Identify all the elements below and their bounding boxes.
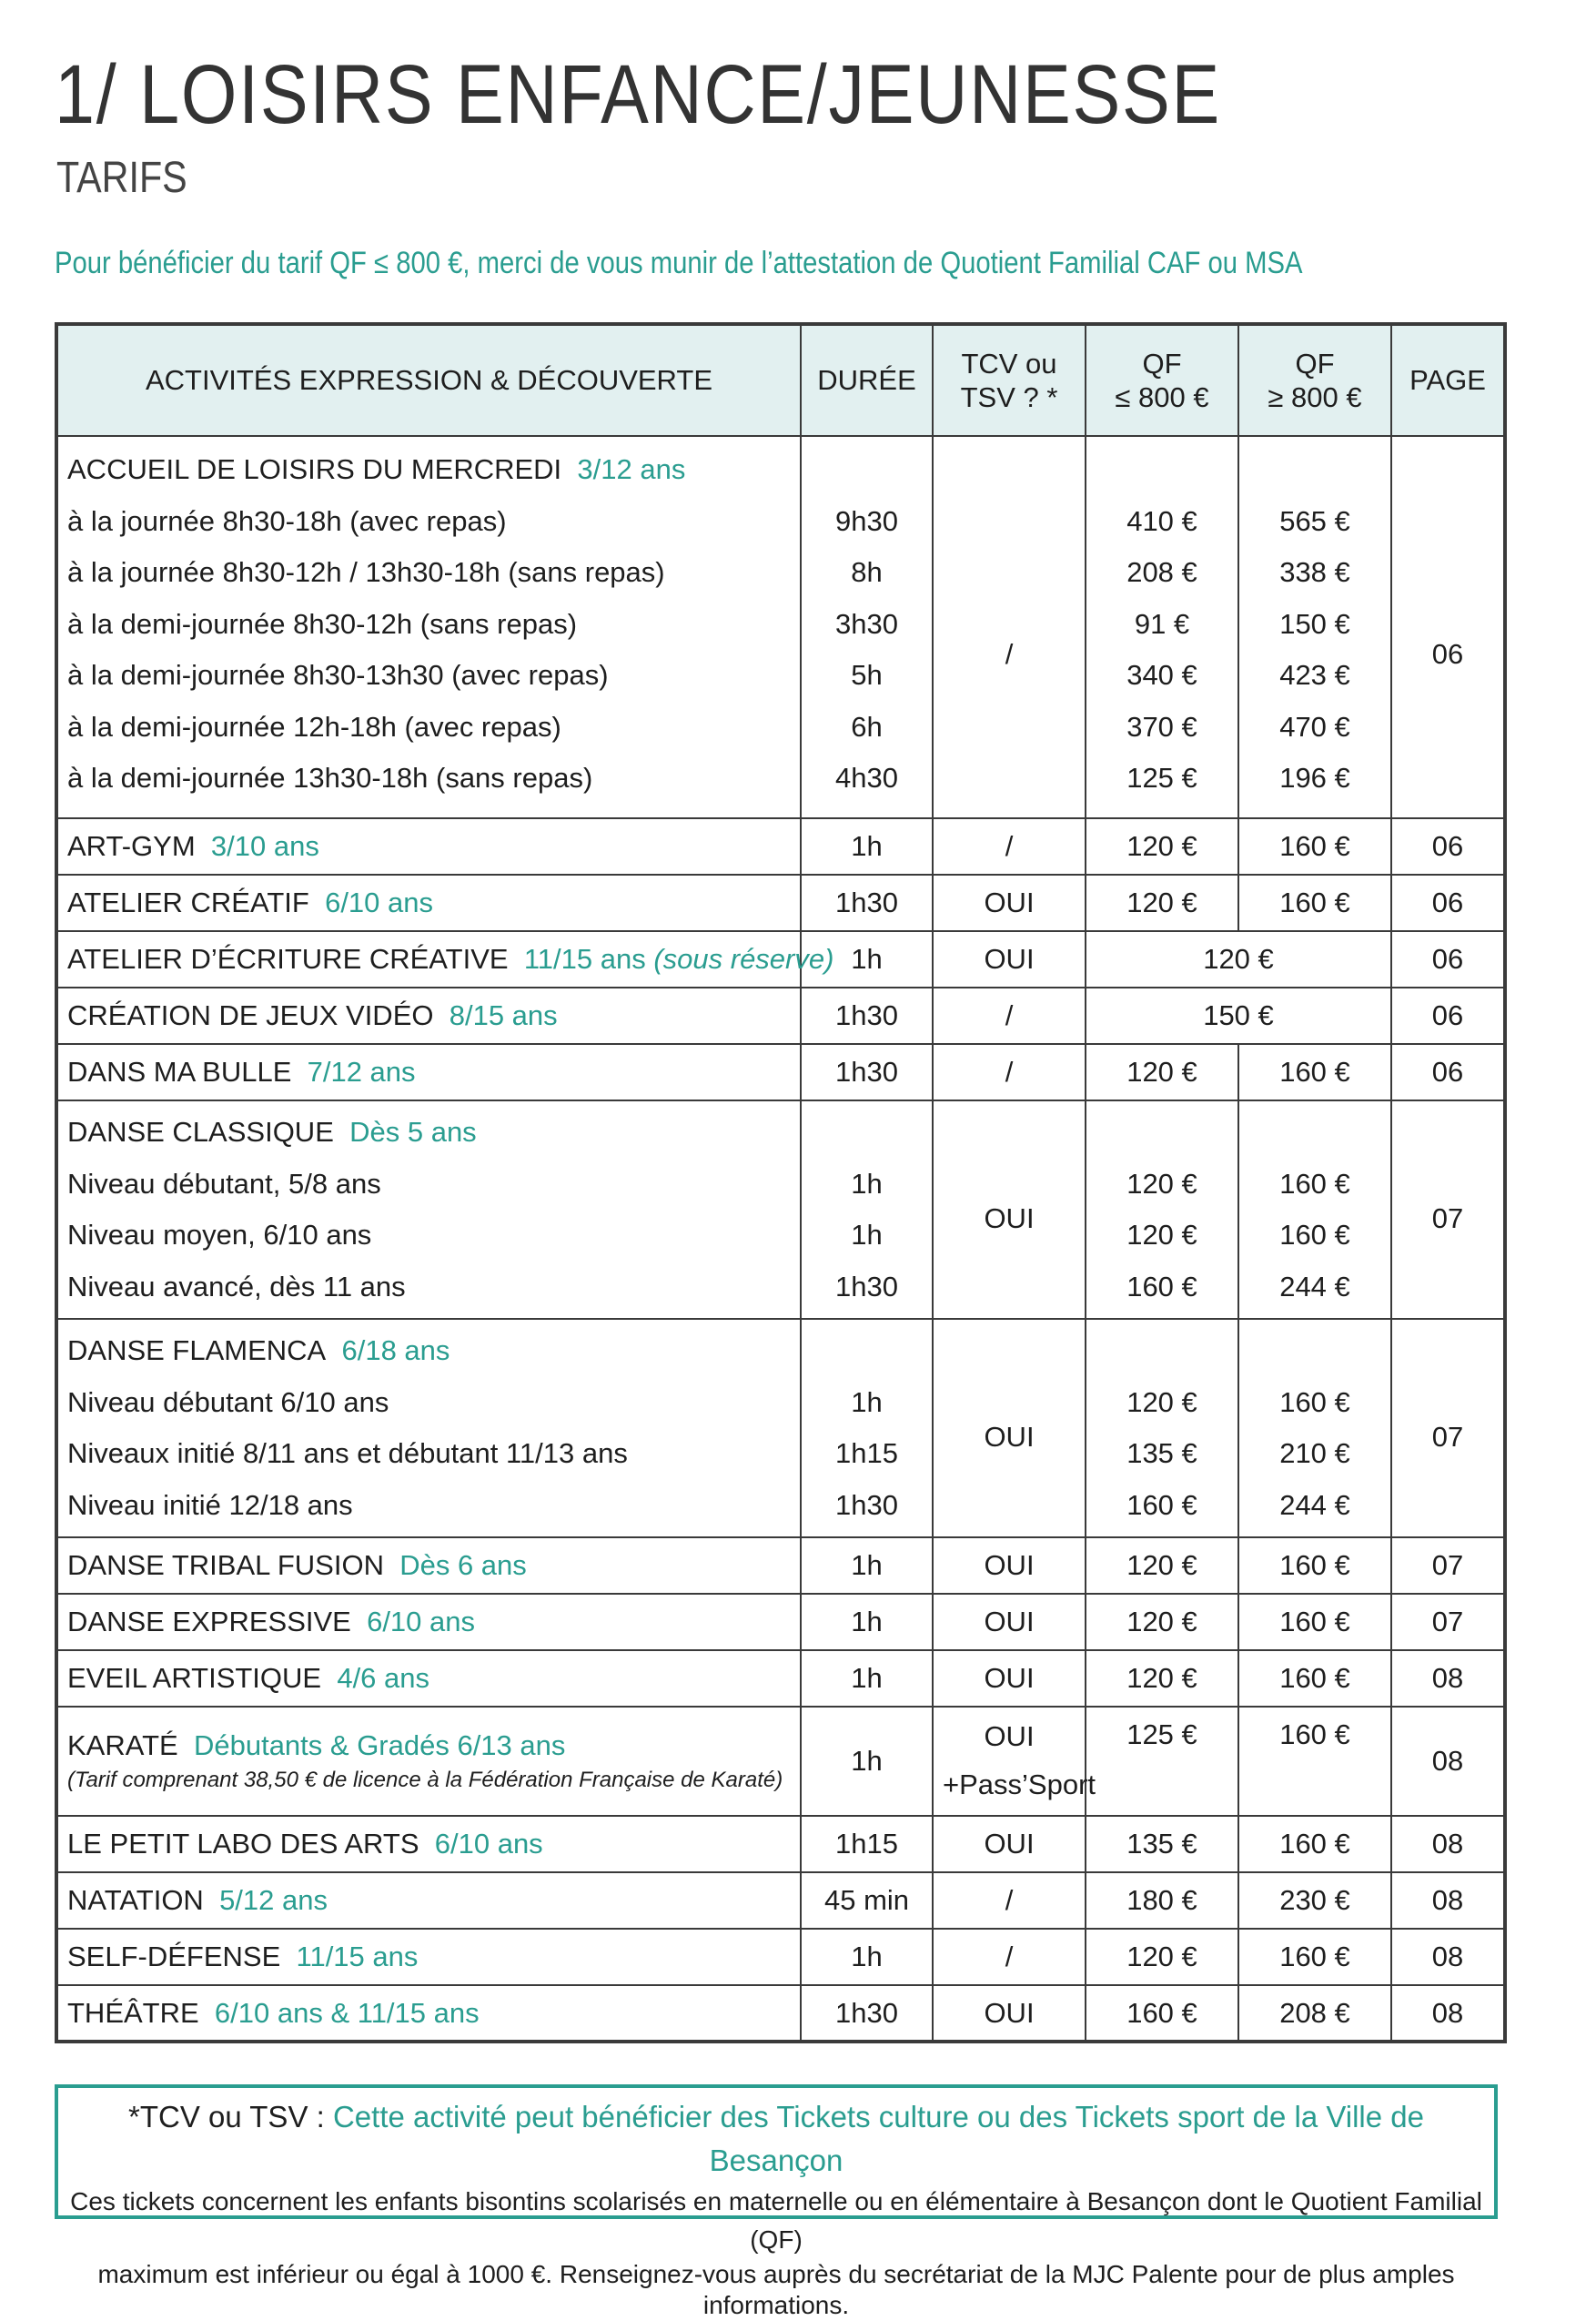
qf-low-cell: 120 € (1086, 1594, 1238, 1650)
tcv-cell: OUI +Pass’Sport (933, 1707, 1086, 1816)
table-row (56, 1816, 1505, 1872)
header-page: PAGE (1391, 324, 1505, 436)
page-cell: 08 (1391, 1872, 1505, 1929)
page-cell: 07 (1391, 1594, 1505, 1650)
table-row (56, 1650, 1505, 1707)
page-cell: 07 (1391, 1319, 1505, 1537)
qf-high-cell: 160 € (1238, 1707, 1391, 1816)
tcv-cell: / (933, 818, 1086, 875)
table-row (56, 875, 1505, 931)
duration-cell: 9h30 8h 3h30 5h 6h 4h30 (801, 436, 933, 818)
activity-cell: DANSE TRIBAL FUSION Dès 6 ans (56, 1537, 801, 1594)
duration-cell: 1h30 (801, 988, 933, 1044)
page-cell: 07 (1391, 1537, 1505, 1594)
page-cell: 06 (1391, 875, 1505, 931)
activity-cell: ATELIER CRÉATIF 6/10 ans (56, 875, 801, 931)
footnote-line: maximum est inférieur ou égal à 1000 €. Renseignez-vous auprès du secrétariat de la MJC Palente pour de plus amples informations. (97, 2260, 1455, 2319)
qf-high-cell: 160 € (1238, 1929, 1391, 1985)
page-cell: 08 (1391, 1929, 1505, 1985)
duration-cell: 1h30 (801, 1985, 933, 2042)
activity-cell: EVEIL ARTISTIQUE 4/6 ans (56, 1650, 801, 1707)
tcv-cell: / (933, 1929, 1086, 1985)
activity-age: 3/12 ans (577, 453, 686, 485)
qf-low-cell: 120 € (1086, 875, 1238, 931)
activity-cell: THÉÂTRE 6/10 ans & 11/15 ans (56, 1985, 801, 2042)
activity-cell (56, 436, 801, 818)
price-cell: 120 € (1086, 931, 1391, 988)
page-cell: 08 (1391, 1650, 1505, 1707)
karate-note: (Tarif comprenant 38,50 € de licence à la Fédération Française de Karaté) (67, 1768, 783, 1792)
page-title: 1/ LOISIRS ENFANCE/JEUNESSE (55, 48, 1221, 141)
table-row (56, 1537, 1505, 1594)
duration-cell: 1h30 (801, 1044, 933, 1100)
qf-low-cell: 120 € 135 € 160 € (1086, 1319, 1238, 1537)
table-row (56, 1929, 1505, 1985)
page-cell: 08 (1391, 1985, 1505, 2042)
qf-high-cell: 160 € 160 € 244 € (1238, 1100, 1391, 1319)
qf-low-cell: 160 € (1086, 1985, 1238, 2042)
activity-cell: NATATION 5/12 ans (56, 1872, 801, 1929)
qf-low-cell: 135 € (1086, 1816, 1238, 1872)
table-row (56, 1872, 1505, 1929)
tcv-cell: OUI (933, 931, 1086, 988)
duration-cell: 1h 1h15 1h30 (801, 1319, 933, 1537)
qf-high-cell: 208 € (1238, 1985, 1391, 2042)
qf-high-cell: 565 € 338 € 150 € 423 € 470 € 196 € (1238, 436, 1391, 818)
duration-cell: 1h (801, 1594, 933, 1650)
qf-low-cell: 120 € (1086, 1537, 1238, 1594)
tcv-cell: / (933, 1044, 1086, 1100)
footnote-line: Ces tickets concernent les enfants bisontins scolarisés en maternelle ou en élémentaire à Besançon dont le Quotient Familial (QF) (70, 2187, 1482, 2254)
duration-cell: 1h 1h 1h30 (801, 1100, 933, 1319)
header-tcv: TCV ou TSV ? * (933, 324, 1086, 436)
qf-low-cell: 410 € 208 € 91 € 340 € 370 € 125 € (1086, 436, 1238, 818)
tcv-cell: / (933, 436, 1086, 818)
activity-cell: CRÉATION DE JEUX VIDÉO 8/15 ans (56, 988, 801, 1044)
footnote-lead-teal: Cette activité peut bénéficier des Tickets culture ou des Tickets sport de la Ville de Besançon (332, 2100, 1424, 2177)
table-row (56, 1100, 1505, 1319)
tarifs-table (55, 322, 1507, 2043)
activity-cell: DANSE CLASSIQUE Dès 5 ans Niveau débutant, 5/8 ans Niveau moyen, 6/10 ans Niveau avancé, dès 11 ans (56, 1100, 801, 1319)
page-cell: 06 (1391, 988, 1505, 1044)
sub-label: à la demi-journée 13h30-18h (sans repas) (67, 762, 593, 794)
qf-high-cell: 160 € (1238, 818, 1391, 875)
footnote-lead: *TCV ou TSV : (127, 2100, 333, 2133)
page-cell: 06 (1391, 1044, 1505, 1100)
activity-cell: SELF-DÉFENSE 11/15 ans (56, 1929, 801, 1985)
tcv-cell: OUI (933, 1319, 1086, 1537)
header-activity: ACTIVITÉS EXPRESSION & DÉCOUVERTE (56, 324, 801, 436)
activity-cell: DANSE FLAMENCA 6/18 ans Niveau débutant 6/10 ans Niveaux initié 8/11 ans et débutant 11/13 ans Niveau initié 12/18 ans (56, 1319, 801, 1537)
activity-cell: ART-GYM 3/10 ans (56, 818, 801, 875)
qf-notice: Pour bénéficier du tarif QF ≤ 800 €, merci de vous munir de l’attestation de Quotient Familial CAF ou MSA (55, 246, 1303, 280)
table-row (56, 1707, 1505, 1816)
page-cell: 06 (1391, 931, 1505, 988)
table-row (56, 1319, 1505, 1537)
qf-high-cell: 230 € (1238, 1872, 1391, 1929)
activity-title: ACCUEIL DE LOISIRS DU MERCREDI (67, 453, 562, 485)
sub-label: à la demi-journée 8h30-12h (sans repas) (67, 607, 578, 640)
qf-high-cell: 160 € 210 € 244 € (1238, 1319, 1391, 1537)
qf-low-cell: 120 € (1086, 1650, 1238, 1707)
qf-low-cell: 120 € 120 € 160 € (1086, 1100, 1238, 1319)
page-cell: 08 (1391, 1816, 1505, 1872)
tcv-cell: OUI (933, 1100, 1086, 1319)
tcv-cell: / (933, 988, 1086, 1044)
activity-cell: DANS MA BULLE 7/12 ans (56, 1044, 801, 1100)
page-subtitle: TARIFS (56, 154, 187, 202)
table-row (56, 436, 1505, 818)
qf-low-cell: 120 € (1086, 1929, 1238, 1985)
duration-cell: 1h (801, 1650, 933, 1707)
duration-cell: 1h15 (801, 1816, 933, 1872)
duration-cell: 1h (801, 1537, 933, 1594)
qf-high-cell: 160 € (1238, 1816, 1391, 1872)
tcv-cell: OUI (933, 1816, 1086, 1872)
tcv-footnote-box (55, 2084, 1498, 2319)
qf-high-cell: 160 € (1238, 875, 1391, 931)
sub-label: à la journée 8h30-12h / 13h30-18h (sans repas) (67, 556, 665, 588)
duration-cell: 45 min (801, 1872, 933, 1929)
sub-label: à la journée 8h30-18h (avec repas) (67, 504, 507, 537)
qf-low-cell: 120 € (1086, 1044, 1238, 1100)
duration-cell: 1h (801, 818, 933, 875)
table-row (56, 931, 1505, 988)
duration-cell: 1h (801, 1929, 933, 1985)
table-row (56, 1985, 1505, 2042)
activity-cell: KARATÉ Débutants & Gradés 6/13 ans (Tarif comprenant 38,50 € de licence à la Fédération Française de Karaté) (56, 1707, 801, 1816)
price-cell: 150 € (1086, 988, 1391, 1044)
table-row (56, 1594, 1505, 1650)
tcv-cell: OUI (933, 1650, 1086, 1707)
tcv-cell: OUI (933, 875, 1086, 931)
tcv-cell: OUI (933, 1594, 1086, 1650)
qf-low-cell: 120 € (1086, 818, 1238, 875)
duration-cell: 1h (801, 931, 933, 988)
tcv-cell: OUI (933, 1985, 1086, 2042)
page-cell: 06 (1391, 818, 1505, 875)
tcv-cell: / (933, 1872, 1086, 1929)
duration-cell: 1h30 (801, 875, 933, 931)
page-cell: 08 (1391, 1707, 1505, 1816)
table-row (56, 988, 1505, 1044)
tcv-cell: OUI (933, 1537, 1086, 1594)
qf-high-cell: 160 € (1238, 1537, 1391, 1594)
table-row (56, 1044, 1505, 1100)
activity-cell: ATELIER D’ÉCRITURE CRÉATIVE 11/15 ans (sous réserve) (56, 931, 801, 988)
sub-label: à la demi-journée 12h-18h (avec repas) (67, 710, 561, 743)
qf-high-cell: 160 € (1238, 1650, 1391, 1707)
page-cell: 07 (1391, 1100, 1505, 1319)
qf-high-cell: 160 € (1238, 1044, 1391, 1100)
table-header-row (56, 324, 1505, 436)
qf-low-cell: 125 € (1086, 1707, 1238, 1816)
header-qf-high: QF ≥ 800 € (1238, 324, 1391, 436)
page-cell: 06 (1391, 436, 1505, 818)
header-duration: DURÉE (801, 324, 933, 436)
table-row (56, 818, 1505, 875)
qf-low-cell: 180 € (1086, 1872, 1238, 1929)
activity-cell: DANSE EXPRESSIVE 6/10 ans (56, 1594, 801, 1650)
qf-high-cell: 160 € (1238, 1594, 1391, 1650)
sub-label: à la demi-journée 8h30-13h30 (avec repas) (67, 659, 609, 691)
activity-cell: LE PETIT LABO DES ARTS 6/10 ans (56, 1816, 801, 1872)
duration-cell: 1h (801, 1707, 933, 1816)
header-qf-low: QF ≤ 800 € (1086, 324, 1238, 436)
